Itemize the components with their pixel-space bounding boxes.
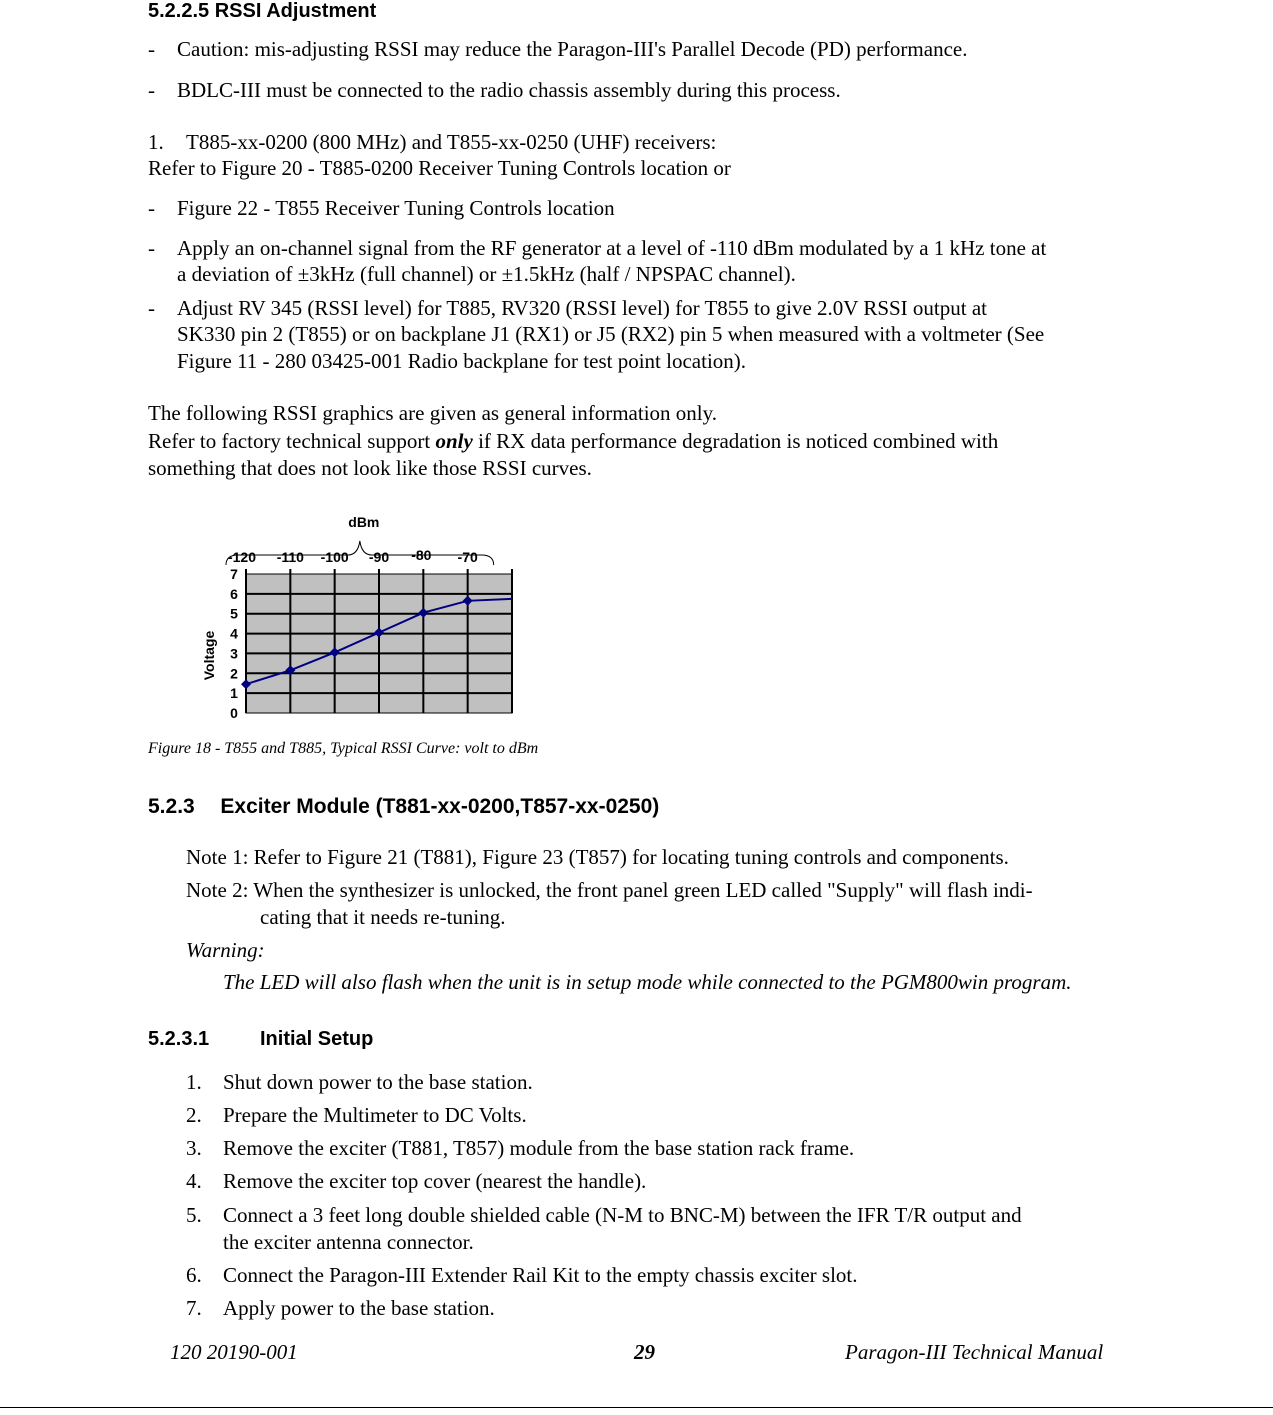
step-text: Shut down power to the base station. — [223, 1070, 533, 1094]
footer-doc-number: 120 20190-001 — [170, 1340, 298, 1364]
section-heading-523 — [148, 795, 659, 819]
note-1: Note 1: Refer to Figure 21 (T881), Figure 23 (T857) for locating tuning controls and components. — [186, 845, 1009, 869]
y-axis-label: Voltage — [201, 630, 217, 681]
bullet-dash: - — [148, 37, 155, 61]
footer-page-number: 29 — [634, 1340, 655, 1364]
section-number-5231: 5.2.3.1 — [148, 1028, 210, 1050]
step-text: Remove the exciter top cover (nearest the handle). — [223, 1169, 647, 1193]
figure-caption: Figure 18 - T855 and T885, Typical RSSI Curve: volt to dBm — [148, 740, 539, 757]
para-line2 — [148, 429, 998, 454]
y-tick-label: 7 — [230, 566, 238, 582]
para-emphasis: only — [435, 429, 473, 453]
warning-text: The LED will also flash when the unit is in setup mode while connected to the PGM800win program. — [223, 970, 1072, 994]
section-number: 5.2.3 — [148, 795, 195, 818]
bullet-bdlc: BDLC-III must be connected to the radio chassis assembly during this process. — [177, 78, 841, 102]
bullet-adjust-line2: SK330 pin 2 (T855) or on backplane J1 (RX1) or J5 (RX2) pin 5 when measured with a voltmeter (See — [177, 322, 1045, 346]
section-heading-5225 — [148, 0, 376, 23]
y-tick-label: 2 — [230, 665, 238, 682]
x-tick-label: -90 — [368, 549, 390, 565]
bullet-apply-line2: a deviation of ±3kHz (full channel) or ±1.5kHz (half / NPSPAC channel). — [177, 262, 796, 286]
x-tick-label: -110 — [276, 549, 304, 565]
step-number: 2. — [186, 1103, 202, 1127]
axis-brace — [226, 541, 494, 565]
y-tick-label: 0 — [230, 705, 238, 721]
section-number: 5.2.2.5 — [148, 0, 210, 22]
step-number: 4. — [186, 1169, 202, 1193]
bullet-dash: - — [148, 296, 155, 320]
x-tick-label: -80 — [411, 547, 432, 563]
step-text: Connect the Paragon-III Extender Rail Kit to the empty chassis exciter slot. — [223, 1263, 858, 1287]
step-text: Remove the exciter (T881, T857) module from the base station rack frame. — [223, 1136, 855, 1160]
section-title-5231: Initial Setup — [260, 1028, 374, 1050]
bullet-dash: - — [148, 236, 155, 260]
step-text: Prepare the Multimeter to DC Volts. — [223, 1103, 527, 1127]
para-line2-pre: Refer to factory technical support — [148, 429, 436, 453]
y-tick-label: 3 — [230, 645, 238, 662]
bullet-figure22: Figure 22 - T855 Receiver Tuning Controls location — [177, 196, 615, 220]
section-title: Exciter Module (T881-xx-0200,T857-xx-0250) — [220, 795, 660, 818]
step-number: 3. — [186, 1136, 202, 1160]
para-line2-post: if RX data performance degradation is noticed combined with — [472, 429, 999, 453]
x-tick-label: -70 — [457, 549, 478, 565]
x-tick-label: -100 — [320, 549, 349, 565]
note-2-line1: Note 2: When the synthesizer is unlocked, the front panel green LED called "Supply" will flash indi- — [186, 878, 1033, 902]
bullet-dash: - — [148, 78, 155, 102]
footer-manual-title: Paragon-III Technical Manual — [845, 1340, 1104, 1364]
para-line3: something that does not look like those RSSI curves. — [148, 456, 592, 480]
step-text: the exciter antenna connector. — [223, 1230, 474, 1254]
para-line1: The following RSSI graphics are given as general information only. — [148, 401, 717, 425]
y-tick-label: 6 — [230, 585, 238, 602]
step-text: T885-xx-0200 (800 MHz) and T855-xx-0250 (UHF) receivers: — [186, 130, 717, 154]
chart-title: dBm — [348, 514, 380, 530]
bullet-dash: - — [148, 196, 155, 220]
y-tick-label: 5 — [230, 605, 238, 622]
bullet-adjust-line1: Adjust RV 345 (RSSI level) for T885, RV320 (RSSI level) for T855 to give 2.0V RSSI output at — [177, 296, 987, 320]
step-number: 1. — [186, 1070, 202, 1094]
step-refer: Refer to Figure 20 - T885-0200 Receiver Tuning Controls location or — [148, 156, 731, 180]
step-text: Connect a 3 feet long double shielded cable (N-M to BNC-M) between the IFR T/R output and — [223, 1203, 1022, 1227]
footer-rule — [0, 1407, 1273, 1408]
y-tick-label: 1 — [230, 685, 238, 702]
step-number: 1. — [148, 130, 164, 154]
bullet-caution: Caution: mis-adjusting RSSI may reduce the Paragon-III's Parallel Decode (PD) performance. — [177, 37, 968, 61]
bullet-adjust-line3: Figure 11 - 280 03425-001 Radio backplane for test point location). — [177, 349, 747, 373]
warning-label: Warning: — [186, 938, 265, 962]
step-number: 6. — [186, 1263, 202, 1287]
rssi-chart — [190, 505, 530, 730]
section-title: RSSI Adjustment — [214, 0, 377, 22]
note-2-line2: cating that it needs re-tuning. — [260, 905, 506, 929]
bullet-apply-line1: Apply an on-channel signal from the RF generator at a level of -110 dBm modulated by a 1 kHz tone at — [177, 236, 1047, 260]
x-tick-label: -120 — [227, 549, 257, 565]
step-number: 5. — [186, 1203, 202, 1227]
step-number: 7. — [186, 1296, 202, 1320]
step-text: Apply power to the base station. — [223, 1296, 495, 1320]
y-tick-label: 4 — [230, 625, 238, 642]
